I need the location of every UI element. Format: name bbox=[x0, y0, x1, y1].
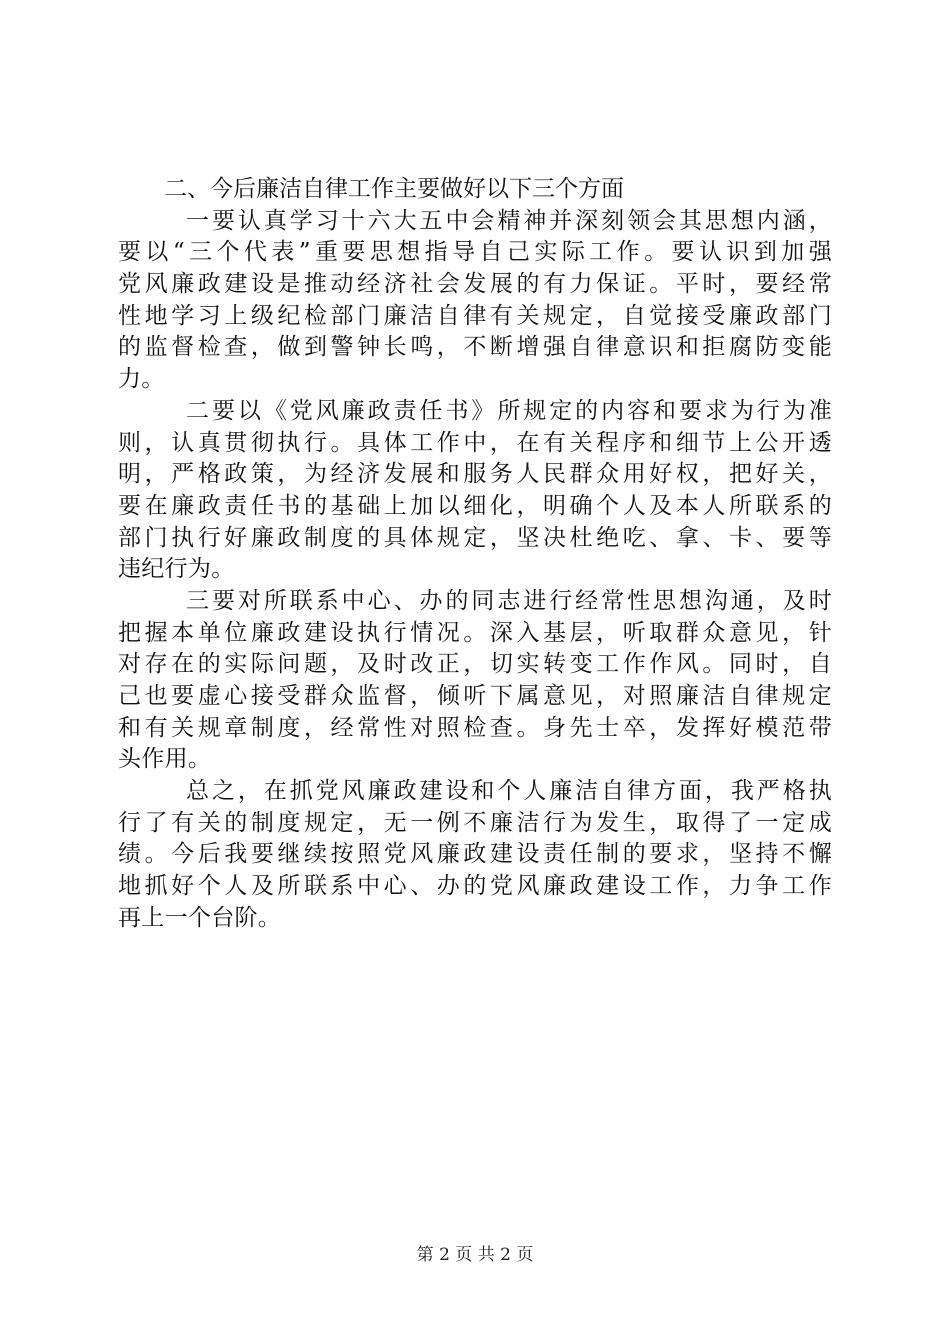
paragraph-line: 头作用。 bbox=[118, 746, 212, 773]
paragraph-line: 绩。今后我要继续按照党风廉政建设责任制的要求，坚持不懈 bbox=[118, 841, 832, 868]
paragraph-line: 性地学习上级纪检部门廉洁自律有关规定，自觉接受廉政部门 bbox=[118, 302, 832, 329]
paragraph-line: 一要认真学习十六大五中会精神并深刻领会其思想内涵， bbox=[186, 207, 832, 234]
paragraph-line: 党风廉政建设是推动经济社会发展的有力保证。平时，要经常 bbox=[118, 271, 832, 298]
paragraph-line: 违纪行为。 bbox=[118, 556, 235, 583]
paragraph-line: 总之，在抓党风廉政建设和个人廉洁自律方面，我严格执 bbox=[186, 778, 832, 805]
paragraph-line: 把握本单位廉政建设执行情况。深入基层，听取群众意见，针 bbox=[118, 619, 832, 646]
paragraph-line: 三要对所联系中心、办的同志进行经常性思想沟通，及时 bbox=[186, 587, 832, 614]
paragraph-line: 和有关规章制度，经常性对照检查。身先士卒，发挥好模范带 bbox=[118, 714, 832, 741]
paragraph-line: 的监督检查，做到警钟长鸣，不断增强自律意识和拒腐防变能 bbox=[118, 334, 832, 361]
document-body bbox=[118, 174, 838, 935]
paragraph-line: 二要以《党风廉政责任书》所规定的内容和要求为行为准 bbox=[186, 397, 832, 424]
paragraph-line: 对存在的实际问题，及时改正，切实转变工作作风。同时，自 bbox=[118, 651, 832, 678]
paragraph-line: 要在廉政责任书的基础上加以细化，明确个人及本人所联系的 bbox=[118, 492, 832, 519]
paragraph-line: 力。 bbox=[118, 366, 165, 393]
paragraph-line: 要以“三个代表”重要思想指导自己实际工作。要认识到加强 bbox=[118, 239, 832, 266]
paragraph-line: 己也要虚心接受群众监督，倾听下属意见，对照廉洁自律规定 bbox=[118, 683, 832, 709]
paragraph-line: 明，严格政策，为经济发展和服务人民群众用好权，把好关， bbox=[118, 461, 832, 488]
page-number-footer: 第 2 页 共 2 页 bbox=[416, 1245, 534, 1265]
paragraph-line: 则，认真贯彻执行。具体工作中，在有关程序和细节上公开透 bbox=[118, 429, 832, 456]
paragraph-line: 部门执行好廉政制度的具体规定，坚决杜绝吃、拿、卡、要等 bbox=[118, 524, 832, 551]
paragraph-line: 行了有关的制度规定，无一例不廉洁行为发生，取得了一定成 bbox=[118, 809, 832, 836]
paragraph-line: 地抓好个人及所联系中心、办的党风廉政建设工作，力争工作 bbox=[118, 873, 832, 900]
paragraph-line: 再上一个台阶。 bbox=[118, 904, 282, 931]
section-heading: 二、今后廉洁自律工作主要做好以下三个方面 bbox=[164, 176, 624, 202]
